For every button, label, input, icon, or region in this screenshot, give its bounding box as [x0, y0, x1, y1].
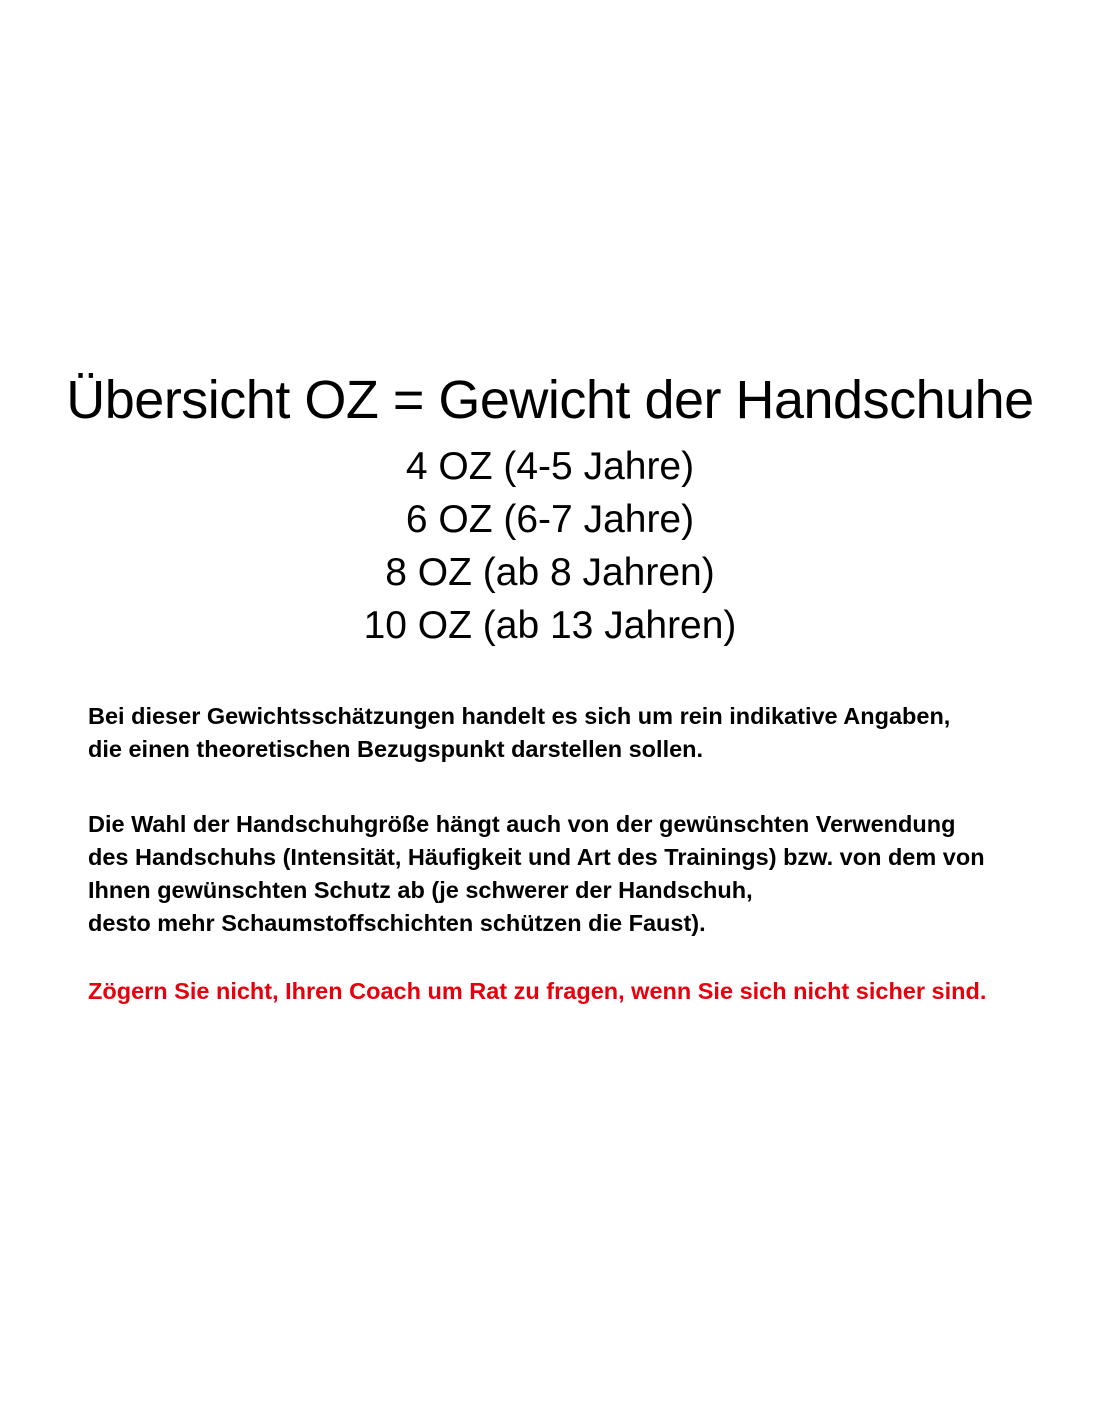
paragraph-line: des Handschuhs (Intensität, Häufigkeit und Art des Trainings) bzw. von dem von — [88, 844, 985, 870]
oz-weight-list — [0, 440, 1100, 652]
warning-line: Zögern Sie nicht, Ihren Coach um Rat zu fragen, wenn Sie sich nicht sicher sind. — [88, 978, 987, 1004]
oz-list-item: 10 OZ (ab 13 Jahren) — [363, 604, 737, 647]
paragraph-line: Die Wahl der Handschuhgröße hängt auch von der gewünschten Verwendung — [88, 811, 956, 837]
warning-note — [88, 975, 1028, 1008]
page-title: Übersicht OZ = Gewicht der Handschuhe — [66, 370, 1034, 431]
oz-list-item: 8 OZ (ab 8 Jahren) — [385, 551, 715, 594]
paragraph-estimates — [88, 700, 1028, 766]
oz-list-item: 6 OZ (6-7 Jahre) — [405, 498, 695, 541]
paragraph-glove-size — [88, 808, 1028, 940]
oz-list-item: 4 OZ (4-5 Jahre) — [405, 445, 695, 488]
paragraph-line: desto mehr Schaumstoffschichten schützen die Faust). — [88, 910, 706, 936]
paragraph-line: Bei dieser Gewichtsschätzungen handelt es sich um rein indikative Angaben, — [88, 703, 951, 729]
paragraph-line: Ihnen gewünschten Schutz ab (je schwerer der Handschuh, — [88, 877, 753, 903]
paragraph-line: die einen theoretischen Bezugspunkt darstellen sollen. — [88, 736, 704, 762]
